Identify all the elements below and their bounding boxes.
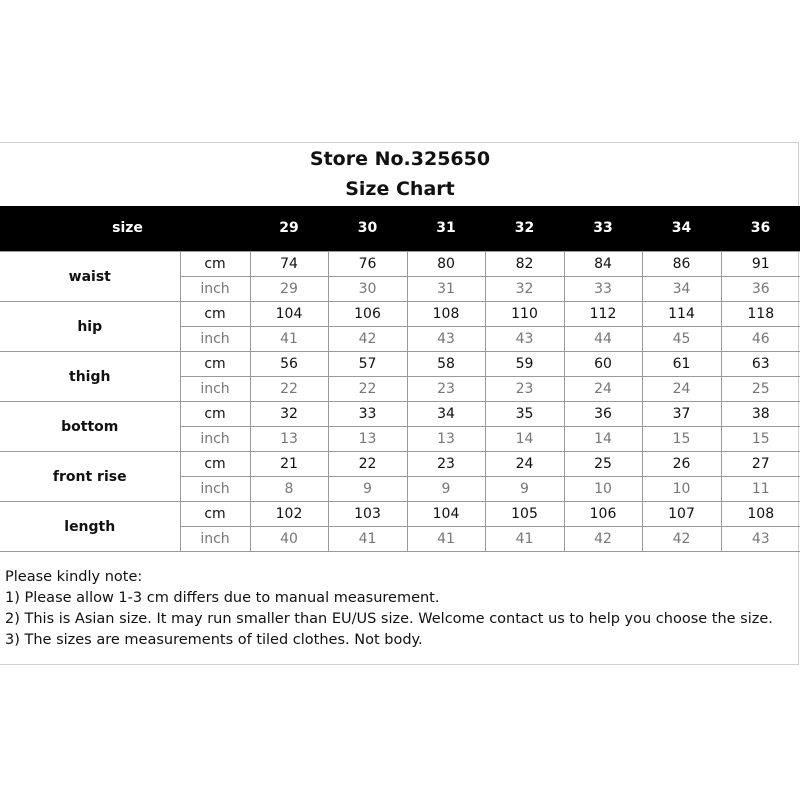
value-cell: 41 [485,527,564,552]
value-cell: 43 [721,527,800,552]
value-cell: 107 [642,502,721,527]
note-item: 1) Please allow 1-3 cm differs due to manual measurement. [5,590,440,606]
value-cell: 118 [721,302,800,327]
value-cell: 9 [485,477,564,502]
value-cell: 45 [642,327,721,352]
value-cell: 105 [485,502,564,527]
table-row [0,302,800,327]
value-cell: 42 [642,527,721,552]
value-cell: 108 [407,302,485,327]
value-cell: 86 [642,252,721,277]
unit-cell: cm [180,452,250,477]
value-cell: 80 [407,252,485,277]
value-cell: 22 [328,377,407,402]
value-cell: 32 [250,402,328,427]
measurement-label: bottom [0,402,180,452]
value-cell: 106 [328,302,407,327]
value-cell: 36 [564,402,642,427]
value-cell: 13 [328,427,407,452]
size-header-label: size [112,220,143,236]
value-cell: 76 [328,252,407,277]
value-cell: 46 [721,327,800,352]
value-cell: 10 [564,477,642,502]
value-cell: 74 [250,252,328,277]
value-cell: 60 [564,352,642,377]
unit-cell: inch [180,377,250,402]
value-cell: 61 [642,352,721,377]
value-cell: 43 [485,327,564,352]
value-cell: 41 [328,527,407,552]
note-item: 2) This is Asian size. It may run smaller than EU/US size. Welcome contact us to help you choose the size. [5,611,773,627]
size-header-cell: 30 [357,220,378,236]
value-cell: 104 [250,302,328,327]
value-cell: 23 [485,377,564,402]
size-header-cell: 33 [593,220,613,236]
size-table [0,251,800,552]
store-title: Store No.325650 [309,148,491,170]
value-cell: 22 [250,377,328,402]
measurement-label: front rise [0,452,180,502]
value-cell: 24 [485,452,564,477]
unit-cell: inch [180,277,250,302]
value-cell: 42 [564,527,642,552]
value-cell: 25 [721,377,800,402]
notes [5,567,773,651]
value-cell: 91 [721,252,800,277]
value-cell: 9 [407,477,485,502]
value-cell: 11 [721,477,800,502]
value-cell: 9 [328,477,407,502]
measurement-label: hip [0,302,180,352]
value-cell: 63 [721,352,800,377]
unit-cell: inch [180,527,250,552]
value-cell: 13 [250,427,328,452]
value-cell: 57 [328,352,407,377]
value-cell: 13 [407,427,485,452]
value-cell: 15 [642,427,721,452]
size-header-cell: 31 [436,220,456,236]
table-row [0,252,800,277]
measurement-label: thigh [0,352,180,402]
value-cell: 34 [407,402,485,427]
chart-title: Size Chart [345,178,455,200]
value-cell: 108 [721,502,800,527]
value-cell: 40 [250,527,328,552]
value-cell: 31 [407,277,485,302]
value-cell: 24 [642,377,721,402]
value-cell: 106 [564,502,642,527]
value-cell: 30 [328,277,407,302]
unit-cell: inch [180,327,250,352]
unit-cell: cm [180,252,250,277]
value-cell: 27 [721,452,800,477]
size-header-cell: 34 [671,220,692,236]
unit-cell: cm [180,402,250,427]
size-header-cell: 29 [279,220,299,236]
value-cell: 14 [564,427,642,452]
value-cell: 22 [328,452,407,477]
value-cell: 34 [642,277,721,302]
value-cell: 56 [250,352,328,377]
measurement-label: waist [0,252,180,302]
value-cell: 35 [485,402,564,427]
table-row [0,502,800,527]
table-row [0,452,800,477]
value-cell: 104 [407,502,485,527]
unit-cell: cm [180,302,250,327]
value-cell: 44 [564,327,642,352]
unit-cell: cm [180,502,250,527]
value-cell: 25 [564,452,642,477]
size-header-cell: 36 [750,220,771,236]
value-cell: 103 [328,502,407,527]
value-cell: 32 [485,277,564,302]
value-cell: 112 [564,302,642,327]
table-row [0,352,800,377]
value-cell: 102 [250,502,328,527]
value-cell: 24 [564,377,642,402]
note-heading: Please kindly note: [5,569,143,585]
value-cell: 41 [407,527,485,552]
value-cell: 43 [407,327,485,352]
unit-cell: inch [180,477,250,502]
value-cell: 21 [250,452,328,477]
note-item: 3) The sizes are measurements of tiled clothes. Not body. [5,632,423,648]
value-cell: 15 [721,427,800,452]
value-cell: 8 [250,477,328,502]
value-cell: 29 [250,277,328,302]
size-header-cell: 32 [514,220,535,236]
value-cell: 37 [642,402,721,427]
value-cell: 59 [485,352,564,377]
unit-cell: inch [180,427,250,452]
value-cell: 38 [721,402,800,427]
size-header-row [0,206,800,251]
value-cell: 84 [564,252,642,277]
value-cell: 10 [642,477,721,502]
value-cell: 33 [564,277,642,302]
value-cell: 26 [642,452,721,477]
unit-cell: cm [180,352,250,377]
value-cell: 33 [328,402,407,427]
value-cell: 42 [328,327,407,352]
value-cell: 23 [407,377,485,402]
value-cell: 58 [407,352,485,377]
value-cell: 14 [485,427,564,452]
measurement-label: length [0,502,180,552]
value-cell: 114 [642,302,721,327]
value-cell: 82 [485,252,564,277]
value-cell: 110 [485,302,564,327]
value-cell: 23 [407,452,485,477]
table-row [0,402,800,427]
value-cell: 36 [721,277,800,302]
value-cell: 41 [250,327,328,352]
